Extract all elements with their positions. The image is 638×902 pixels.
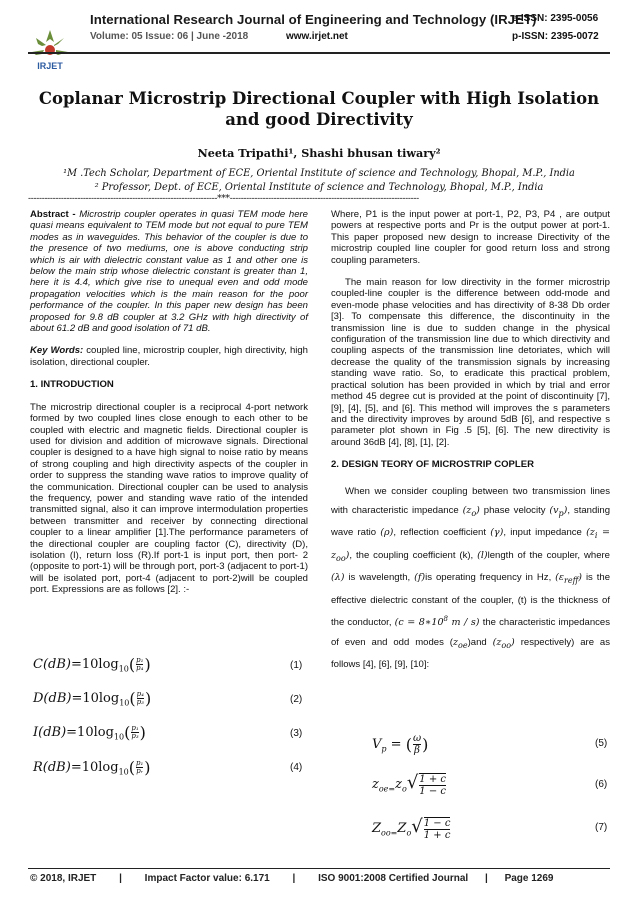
equation-6-number: (6): [595, 779, 608, 790]
paper-title: Coplanar Microstrip Directional Coupler with High Isolation and good Directivity: [38, 89, 600, 129]
equation-6: $z_{oe=}z_o√$ $\frac{1 + c}{1 - c}$: [372, 772, 446, 797]
header-rule: [28, 52, 610, 54]
right-paragraph-1: Where, P1 is the input power at port-1, P2, P3, P4 , are output powers at respective ports and Pr is the output power at port-1. This paper proposed new design to increase Directivity of the microstrip coupled line coupler for good return loss and strong coupling parameters.: [331, 209, 610, 266]
left-column: [30, 209, 308, 596]
svg-text:IRJET: IRJET: [37, 61, 63, 71]
abstract: [30, 209, 308, 334]
p-issn: p-ISSN: 2395-0072: [512, 31, 599, 42]
keywords-text: coupled line, microstrip coupler, high directivity, high isolation, directional coupler.: [30, 345, 308, 368]
footer-page-number: Page 1269: [504, 873, 554, 884]
equation-1-number: (1): [290, 660, 303, 671]
keywords: [30, 345, 308, 368]
abstract-label: Abstract -: [30, 209, 80, 220]
affiliation-2: ² Professor, Dept. of ECE, Oriental Institute of science and Technology, Bhopal, M.P., India: [94, 182, 544, 193]
volume-issue: Volume: 05 Issue: 06 | June -2018: [90, 31, 249, 42]
right-paragraph-2: The main reason for low directivity in the former microstrip coupled-line coupler is the difference between odd-mode and even-mode phase velocities and has directivity of 8-38 Db order [3]. To compensate this difference, the discontinuity in the transmission line is due to sudden change in the physical configuration of the transmission line due to which directivity and coupling aspects of the transmission line detoriates, which will decrease the quality of the transmission signals by increasing standing wave ratio. So, to eradicate this practical problem, practical solution has been provided in which by trial and error method 45 degree cut is provided at the point of discontinuity [7], [9], [4], [5], and [6]. This method will improves the s parameters and the directivity improves by around 5dB [6], and respective s parameter plot shown in Fig .5 [5], [6]. The new directivity is around 36dB [4], [8], [1], [2].: [331, 277, 610, 448]
footer-rule: [28, 868, 610, 869]
footer-copyright: © 2018, IRJET: [30, 873, 97, 884]
irjet-logo: [28, 28, 72, 72]
equation-5: $V_p$ = ( $\frac{\omega}{\beta}$ ): [372, 733, 429, 756]
title-separator: ---------------------------------------------------------------------***---------------------------------------------------------------------: [28, 194, 419, 204]
equation-3-number: (3): [290, 728, 303, 739]
equation-2-number: (2): [290, 694, 303, 705]
journal-title: International Research Journal of Engineering and Technology (IRJET): [90, 12, 537, 27]
equation-4-number: (4): [290, 762, 303, 773]
affiliation-1: ¹M .Tech Scholar, Department of ECE, Oriental Institute of science and Technology, Bhopal, M.P., India: [63, 168, 575, 179]
equation-7-number: (7): [595, 822, 608, 833]
footer-impact-factor: Impact Factor value: 6.171: [144, 873, 270, 884]
equation-2: $D(dB)=10\log_{10}$( $\frac{\text{p₄}}{\text{p₃}}$ ): [33, 689, 152, 708]
equation-1: $C(dB)=10\log_{10}$( $\frac{\text{p₁}}{\text{p₄}}$ ): [33, 655, 151, 674]
equation-4: $R(dB)=10\log_{10}$( $\frac{\text{p₁}}{\text{pᵣ}}$ ): [33, 758, 151, 777]
journal-website[interactable]: www.irjet.net: [286, 31, 348, 42]
footer: © 2018, IRJET | Impact Factor value: 6.171 | ISO 9001:2008 Certified Journal | Page 1269: [30, 873, 554, 884]
equation-3: $I(dB)=10\log_{10}$( $\frac{\text{p₁}}{\text{p₃}}$ ): [33, 723, 146, 742]
section-2-heading: 2. DESIGN TEORY OF MICROSTRIP COPLER: [331, 459, 534, 471]
section-1-text: The microstrip directional coupler is a reciprocal 4-port network formed by two coupled lines close enough to each other to be coupled with electric and magnetic fields. Directional coupler is used for division and addition of microwave signals. Directional coupler is designed to a have high signal to noise ratio by means of strong coupling and high directivity aspects of the coupler in order to suppress the standing wave ratios to improve quality of the communication. Directional coupler can be used to analysis the frequency, power and standing wave ratio of the intended transmitted signal, also it can improve intermodulation properties between transmitter and receiver by connecting directional coupler to a linear amplifier [1].The performance parameters of the directional coupler are coupling factor (C), directivity (D), isolation (I), return loss (R).If port-1 is input port, then port- 2 (opposite to port-1) will be through port, port-3 (adjacent to port-1) will be isolated port, port-4 (adjacent to port-2)will be coupled port. Expressions are as follows [2]. :-: [30, 401, 308, 596]
keywords-label: Key Words:: [30, 345, 87, 357]
equation-7: $Z_{oo=}Z_o√$ $\frac{1 - c}{1 + c}$: [372, 816, 451, 841]
paper-authors: Neeta Tripathi¹, Shashi bhusan tiwary²: [197, 146, 441, 160]
right-column: [331, 209, 610, 675]
section-2-text: When we consider coupling between two transmission lines with characteristic impedance $(z_o)$ phase velocity $(v_p)$, standing wave ratio (ρ), reflection coefficient (γ), input impedance $(z_i = z_{oo})$, the coupling coefficient (k), (l)length of the coupler, where (λ) is wavelength, (f)is operating frequency in Hz, $(\varepsilon_{reff})$ is the effective dielectric constant of the coupler, (t) is the thickness of the conductor, ($c = 8∗10^8$ m / s) the characteristic impedances of even and odd modes $(z_{oe})and$ $(z_{oo})$ respectively) are as follows [4], [6], [9], [10]:: [331, 485, 611, 671]
e-issn: e-ISSN: 2395-0056: [512, 13, 599, 24]
footer-iso: ISO 9001:2008 Certified Journal: [318, 873, 469, 884]
equation-5-number: (5): [595, 738, 608, 749]
abstract-text: Microstrip coupler operates in quasi TEM mode here quasi means equivalent to TEM mode but not equal to pure TEM modes as in waveguides. This behavior of the coupler is due to the presence of two mediums, one is above conducting strip which is air with dielectric constant value as 1 and other one is below the main strip whose dielectric constant is greater than 1, here it is 4.4, which give rise to unequal even and odd mode propagation velocities which is the main reason for the poor performance of the coupler. In this paper new design has been proposed for 9.8 dB coupler at 3.2 GHz with high directivity of about 61.2 dB and good isolation of 71 dB.: [30, 209, 308, 335]
section-1-heading: 1. INTRODUCTION: [30, 379, 114, 391]
